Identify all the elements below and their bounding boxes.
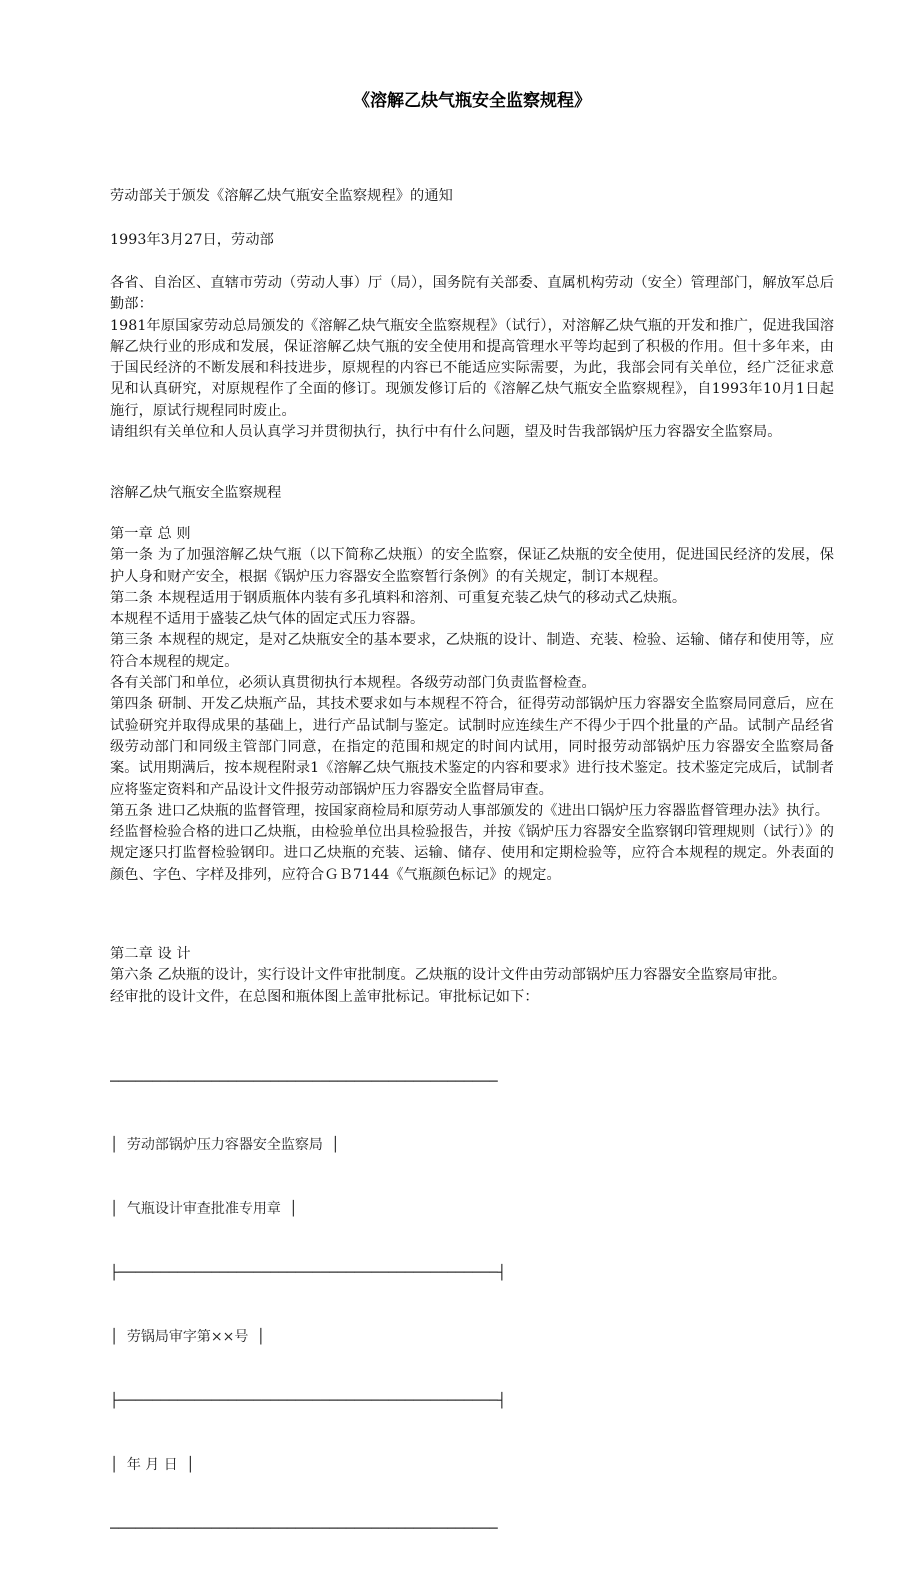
stamp-border-bottom: ────────────────────────────────────────────── (110, 1520, 498, 1537)
chapter-1-heading: 第一章 总 则 (110, 526, 191, 542)
chapter-1-article: 各有关部门和单位，必须认真贯彻执行本规程。各级劳动部门负责监督检查。 (110, 675, 596, 692)
stamp-row: │ 气瓶设计审查批准专用章 │ (110, 1201, 298, 1218)
chapter-1-article: 第一条 为了加强溶解乙炔气瓶（以下简称乙炔瓶）的安全监察，保证乙炔瓶的安全使用，促进国民经济的发展，保护人身和财产安全，根据《锅炉压力容器安全监察暂行条例》的有关规定，制订本规程。 (110, 547, 834, 585)
stamp-row: │ 年 月 日 │ (110, 1456, 195, 1473)
stamp-row: │ 劳锅局审字第××号 │ (110, 1329, 266, 1346)
chapter-1 (110, 524, 834, 886)
chapter-2-article: 经审批的设计文件，在总图和瓶体图上盖审批标记。审批标记如下： (110, 988, 539, 1005)
stamp-line-4: 年 月 日 (126, 1456, 178, 1473)
chapter-1-article: 第四条 研制、开发乙炔瓶产品，其技术要求如与本规程不符合，征得劳动部锅炉压力容器安全监察局同意后，应在试验研究并取得成果的基础上，进行产品试制与鉴定。试制时应连续生产不得少于四个批量的产品。试制产品经省级劳动部门和同级主管部门同意，在指定的范围和规定的时间内试用，同时报劳动部锅炉压力容器安全监察局备案。试用期满后，按本规程附录1《溶解乙炔气瓶技术鉴定的内容和要求》进行技术鉴定。技术鉴定完成后，试制者应将鉴定资料和产品设计文件报劳动部锅炉压力容器安全监督局审查。 (110, 696, 834, 798)
chapter-1-article: 经监督检验合格的进口乙炔瓶，由检验单位出具检验报告，并按《锅炉压力容器安全监察钢印管理规则（试行）》的规定逐只打监督检验钢印。进口乙炔瓶的充装、运输、储存、使用和定期检验等，应符合本规程的规定。外表面的颜色、字色、字样及排列，应符合ＧＢ7144《气瓶颜色标记》的规定。 (110, 824, 834, 883)
notice-paragraph-2: 请组织有关单位和人员认真学习并贯彻执行，执行中有什么问题，望及时告我部锅炉压力容器安全监察局。 (110, 424, 782, 441)
chapter-1-article: 第三条 本规程的规定，是对乙炔瓶安全的基本要求，乙炔瓶的设计、制造、充装、检验、运输、储存和使用等，应符合本规程的规定。 (110, 632, 834, 670)
chapter-2-article: 第六条 乙炔瓶的设计，实行设计文件审批制度。乙炔瓶的设计文件由劳动部锅炉压力容器安全监察局审批。 (110, 967, 787, 984)
stamp-divider: ├─────────────────────────────────────────────┤ (110, 1265, 507, 1282)
chapter-1-article: 第二条 本规程适用于钢质瓶体内装有多孔填料和溶剂、可重复充装乙炔气的移动式乙炔瓶。 (110, 589, 687, 606)
notice-date: 1993年3月27日，劳动部 (110, 232, 274, 248)
chapter-2 (110, 944, 834, 1008)
notice-paragraph-1: 1981年原国家劳动总局颁发的《溶解乙炔气瓶安全监察规程》（试行），对溶解乙炔气瓶的开发和推广，促进我国溶解乙炔行业的形成和发展，保证溶解乙炔气瓶的安全使用和提高管理水平等均起到了积极的作用。但十多年来，由于国民经济的不断发展和科技进步，原规程的内容已不能适应实际需要，为此，我部会同有关单位，经广泛征求意见和认真研究，对原规程作了全面的修订。现颁发修订后的《溶解乙炔气瓶安全监察规程》，自1993年10月1日起施行，原试行规程同时废止。 (110, 317, 834, 419)
notice-body (110, 273, 834, 443)
stamp-border-top: ────────────────────────────────────────────── (110, 1073, 498, 1090)
regulation-title: 溶解乙炔气瓶安全监察规程 (110, 485, 282, 501)
stamp-line-3: 劳锅局审字第××号 (126, 1329, 249, 1346)
chapter-1-article: 本规程不适用于盛装乙炔气体的固定式压力容器。 (110, 611, 425, 628)
approval-stamp-mark (110, 1029, 530, 1583)
stamp-row: │ 劳动部锅炉压力容器安全监察局 │ (110, 1137, 340, 1154)
stamp-divider: ├─────────────────────────────────────────────┤ (110, 1393, 507, 1410)
stamp-line-2: 气瓶设计审查批准专用章 (126, 1201, 281, 1218)
notice-heading: 劳动部关于颁发《溶解乙炔气瓶安全监察规程》的通知 (110, 188, 453, 204)
chapter-1-article: 第五条 进口乙炔瓶的监督管理，按国家商检局和原劳动人事部颁发的《进出口锅炉压力容器监督管理办法》执行。 (110, 802, 829, 819)
stamp-line-1: 劳动部锅炉压力容器安全监察局 (126, 1137, 323, 1154)
document-title: 《溶解乙炔气瓶安全监察规程》 (353, 91, 591, 111)
chapter-2-heading: 第二章 设 计 (110, 946, 191, 962)
notice-addressees: 各省、自治区、直辖市劳动（劳动人事）厅（局），国务院有关部委、直属机构劳动（安全）管理部门，解放军总后勤部： (110, 275, 834, 313)
